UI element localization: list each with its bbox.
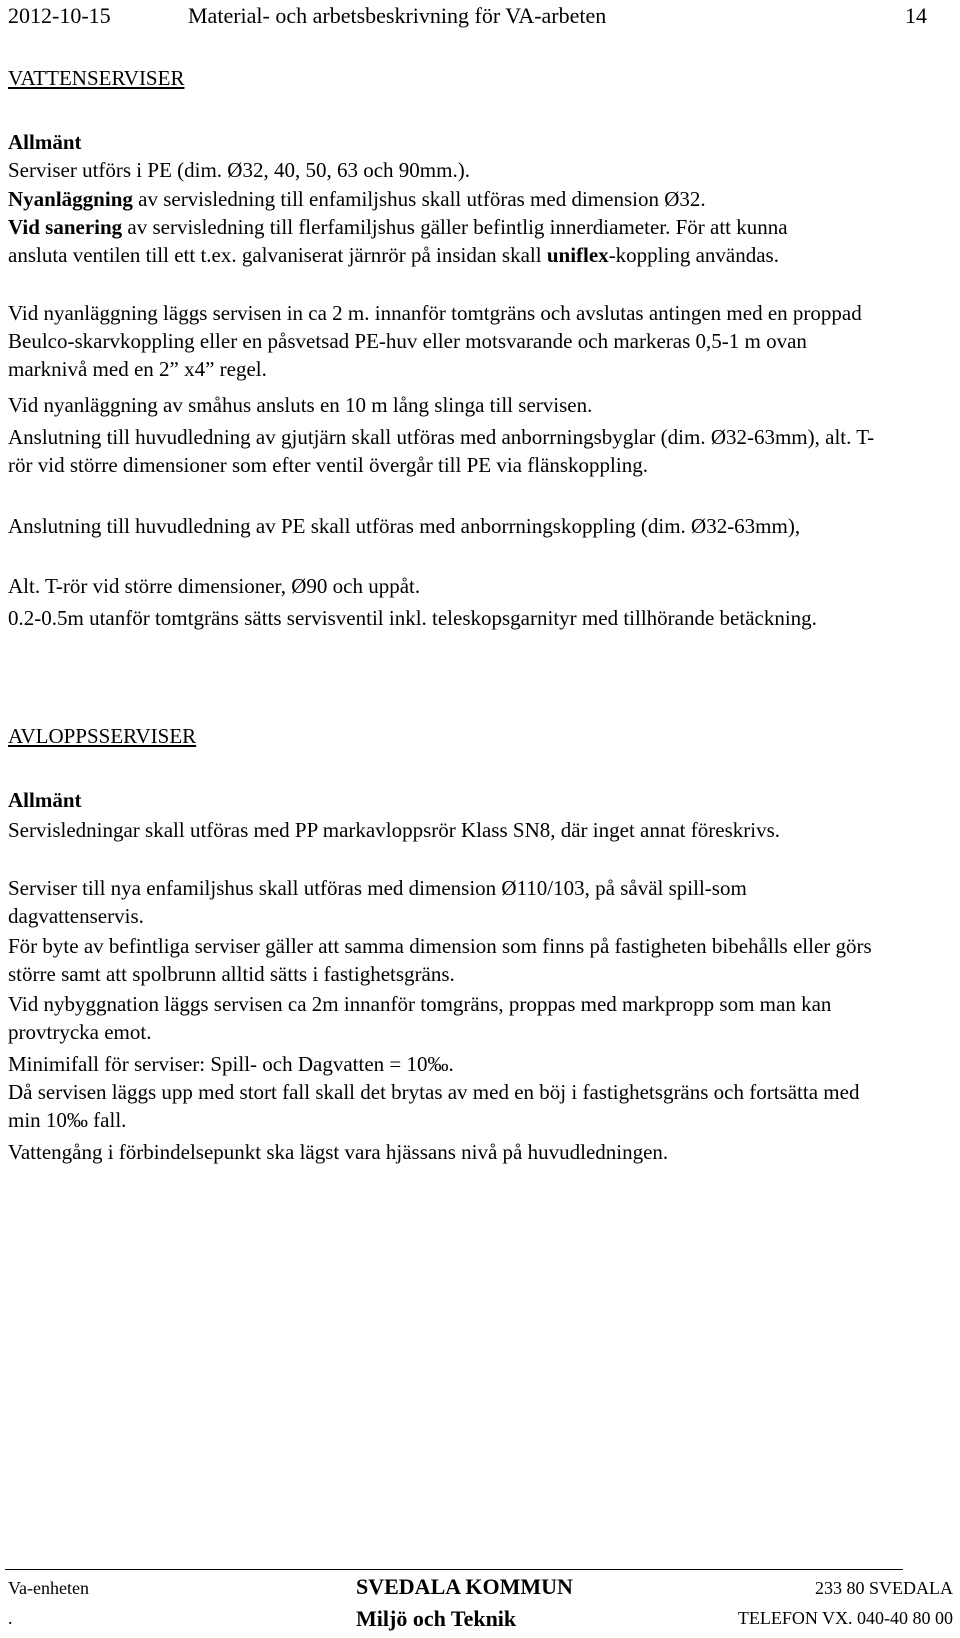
paragraph-vatten-6: Anslutning till huvudledning av gjutjärn skall utföras med anborrningsbyglar (dim. Ø32-63mm), alt. T-rör vid större dimensioner som efter ventil övergår till PE via flänskoppling. bbox=[8, 425, 875, 477]
footer-phone: TELEFON VX. 040-40 80 00 bbox=[737, 1608, 953, 1628]
paragraph-vatten-8: Alt. T-rör vid större dimensioner, Ø90 och uppåt. bbox=[8, 574, 421, 598]
bold-nyanlaggning: Nyanläggning bbox=[8, 187, 133, 211]
bold-uniflex: uniflex bbox=[546, 243, 609, 267]
section-heading-avloppsserviser: AVLOPPSSERVISER bbox=[8, 724, 197, 748]
page-header bbox=[8, 2, 953, 34]
subheading-allmant-vatten: Allmänt bbox=[8, 130, 82, 154]
subheading-allmant-avlopp: Allmänt bbox=[8, 788, 82, 812]
paragraph-avlopp-3: För byte av befintliga serviser gäller att samma dimension som finns på fastigheten bibehålls eller görs större samt att spolbrunn alltid sätts i fastighetsgräns. bbox=[8, 934, 872, 986]
paragraph-avlopp-6: Då servisen läggs upp med stort fall skall det brytas av med en böj i fastighetsgräns och fortsätta med min 10‰ fall. bbox=[8, 1080, 860, 1132]
paragraph-avlopp-4: Vid nybyggnation läggs servisen ca 2m innanför tomgräns, proppas med markpropp som man kan provtrycka emot. bbox=[8, 992, 832, 1044]
paragraph-vatten-7: Anslutning till huvudledning av PE skall utföras med anborrningskoppling (dim. Ø32-63mm), bbox=[8, 514, 801, 538]
paragraph-vatten-3-end: -koppling användas. bbox=[608, 243, 779, 267]
paragraph-avlopp-5: Minimifall för serviser: Spill- och Dagvatten = 10‰. bbox=[8, 1052, 454, 1076]
paragraph-vatten-3 bbox=[8, 213, 848, 269]
paragraph-vatten-5: Vid nyanläggning av småhus ansluts en 10 m lång slinga till servisen. bbox=[8, 393, 593, 417]
paragraph-avlopp-7: Vattengång i förbindelsepunkt ska lägst vara hjässans nivå på huvudledningen. bbox=[8, 1140, 669, 1164]
paragraph-vatten-4: Vid nyanläggning läggs servisen in ca 2 m. innanför tomtgräns och avslutas antingen med en proppad Beulco-skarvkoppling eller en påsvetsad PE-huv eller motsvarande och markeras 0,5-1 m ovan marknivå med en 2” x4” regel. bbox=[8, 301, 862, 381]
header-date: 2012-10-15 bbox=[8, 3, 111, 28]
footer-divider bbox=[5, 1569, 903, 1570]
footer-address: 233 80 SVEDALA bbox=[815, 1578, 953, 1598]
paragraph-avlopp-2: Serviser till nya enfamiljshus skall utföras med dimension Ø110/103, på såväl spill-som dagvattenservis. bbox=[8, 876, 747, 928]
page-number: 14 bbox=[905, 3, 927, 28]
footer-dot: . bbox=[8, 1608, 13, 1628]
header-title: Material- och arbetsbeskrivning för VA-arbeten bbox=[188, 3, 607, 28]
paragraph-vatten-2-text: av servisledning till enfamiljshus skall utföras med dimension Ø32. bbox=[132, 187, 706, 211]
footer-organization: SVEDALA KOMMUN bbox=[356, 1574, 573, 1599]
paragraph-vatten-9: 0.2-0.5m utanför tomtgräns sätts servisventil inkl. teleskopsgarnityr med tillhörande betäckning. bbox=[8, 606, 817, 630]
paragraph-vatten-3-text: av servisledning till flerfamiljshus gäller befintlig innerdiameter. För att kunna ansluta ventilen till ett t.ex. galvaniserat järnrör på insidan skall bbox=[8, 215, 788, 267]
paragraph-vatten-1: Serviser utförs i PE (dim. Ø32, 40, 50, 63 och 90mm.). bbox=[8, 158, 470, 182]
paragraph-vatten-2 bbox=[8, 185, 888, 213]
bold-vid-sanering: Vid sanering bbox=[8, 215, 123, 239]
paragraph-avlopp-1: Servisledningar skall utföras med PP markavloppsrör Klass SN8, där inget annat föreskrivs. bbox=[8, 818, 780, 842]
footer-department: Va-enheten bbox=[8, 1578, 89, 1598]
section-heading-vattenserviser: VATTENSERVISER bbox=[8, 66, 185, 90]
page-footer bbox=[8, 1574, 953, 1636]
footer-division: Miljö och Teknik bbox=[356, 1606, 517, 1631]
